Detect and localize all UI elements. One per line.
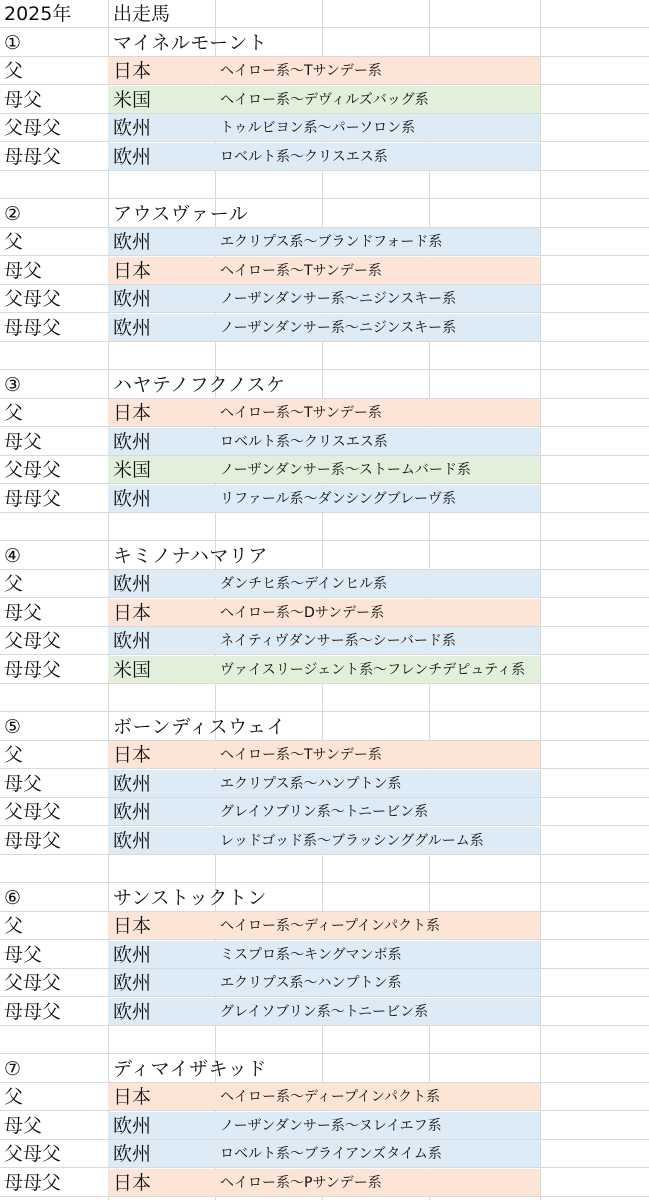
region-cell[interactable]: 欧州 xyxy=(113,288,152,310)
region-cell[interactable]: 欧州 xyxy=(113,972,152,994)
role-cell[interactable]: 父 xyxy=(4,573,24,595)
lineage-cell[interactable]: グレイソブリン系～トニービン系 xyxy=(220,804,429,820)
lineage-cell[interactable]: エクリプス系～ハンプトン系 xyxy=(220,775,402,792)
region-cell[interactable]: 米国 xyxy=(113,658,152,681)
role-cell[interactable]: 母父 xyxy=(4,601,43,624)
role-cell[interactable]: 父母父 xyxy=(4,630,62,652)
horse-number[interactable]: ④ xyxy=(4,544,22,567)
horse-number[interactable]: ⑦ xyxy=(4,1057,22,1080)
role-cell[interactable]: 母父 xyxy=(4,259,43,282)
lineage-cell[interactable]: エクリプス系～ブランドフォード系 xyxy=(220,234,443,250)
role-cell[interactable]: 父母父 xyxy=(4,459,62,481)
horse-name[interactable]: ハヤテノフクノスケ xyxy=(113,373,286,396)
role-cell[interactable]: 父母父 xyxy=(4,288,62,310)
region-cell[interactable]: 欧州 xyxy=(113,801,152,823)
region-cell[interactable]: 日本 xyxy=(113,1171,152,1194)
header-row xyxy=(0,0,649,28)
pedigree-row xyxy=(0,399,649,427)
pedigree-row xyxy=(0,1140,649,1168)
title-cell[interactable]: 出走馬 xyxy=(113,3,171,25)
horse-header-row xyxy=(0,371,649,399)
blank-row xyxy=(0,342,649,370)
region-cell[interactable]: 日本 xyxy=(113,601,152,624)
pedigree-row xyxy=(0,257,649,285)
pedigree-row xyxy=(0,627,649,655)
lineage-cell[interactable]: ノーザンダンサー系～ニジンスキー系 xyxy=(220,319,457,336)
horse-name[interactable]: キミノナハマリア xyxy=(113,544,268,567)
lineage-cell[interactable]: リファール系～ダンシングブレーヴ系 xyxy=(220,490,457,507)
pedigree-row xyxy=(0,770,649,798)
blank-row xyxy=(0,684,649,712)
horse-header-row xyxy=(0,1055,649,1083)
pedigree-row xyxy=(0,485,649,513)
role-cell[interactable]: 父 xyxy=(4,915,24,937)
lineage-cell[interactable]: ロベルト系～クリスエス系 xyxy=(220,148,388,165)
lineage-cell[interactable]: ヘイロー系～デヴィルズバッグ系 xyxy=(220,91,429,108)
lineage-cell[interactable]: ヘイロー系～Pサンデー系 xyxy=(220,1174,382,1191)
role-cell[interactable]: 母母父 xyxy=(4,487,62,510)
role-cell[interactable]: 父母父 xyxy=(4,972,62,994)
region-cell[interactable]: 欧州 xyxy=(113,1114,152,1137)
horse-number[interactable]: ⑤ xyxy=(4,715,22,738)
horse-number[interactable]: ① xyxy=(4,31,22,54)
role-cell[interactable]: 母母父 xyxy=(4,1171,62,1194)
role-cell[interactable]: 母父 xyxy=(4,943,43,966)
pedigree-row xyxy=(0,912,649,940)
pedigree-row xyxy=(0,969,649,997)
pedigree-row xyxy=(0,599,649,627)
lineage-cell[interactable]: ダンチヒ系～デインヒル系 xyxy=(220,576,388,592)
role-cell[interactable]: 母母父 xyxy=(4,829,62,852)
pedigree-row xyxy=(0,86,649,114)
pedigree-row xyxy=(0,285,649,313)
region-cell[interactable]: 欧州 xyxy=(113,630,152,652)
horse-header-row xyxy=(0,200,649,228)
pedigree-row xyxy=(0,314,649,342)
pedigree-row xyxy=(0,143,649,171)
role-cell[interactable]: 父 xyxy=(4,1086,24,1108)
pedigree-row xyxy=(0,57,649,85)
lineage-cell[interactable]: ミスプロ系～キングマンボ系 xyxy=(220,946,402,963)
lineage-cell[interactable]: ノーザンダンサー系～ストームバード系 xyxy=(220,462,471,478)
region-cell[interactable]: 米国 xyxy=(113,459,152,481)
region-cell[interactable]: 欧州 xyxy=(113,1000,152,1023)
region-cell[interactable]: 日本 xyxy=(113,744,152,766)
horse-number[interactable]: ② xyxy=(4,202,22,225)
horse-name[interactable]: アウスヴァール xyxy=(113,202,249,225)
region-cell[interactable]: 欧州 xyxy=(113,145,152,168)
horse-name[interactable]: ボーンディスウェイ xyxy=(113,715,286,738)
horse-header-row xyxy=(0,29,649,57)
horse-number[interactable]: ③ xyxy=(4,373,22,396)
role-cell[interactable]: 父 xyxy=(4,744,24,766)
horse-number[interactable]: ⑥ xyxy=(4,886,22,909)
pedigree-row xyxy=(0,741,649,769)
role-cell[interactable]: 母母父 xyxy=(4,145,62,168)
region-cell[interactable]: 欧州 xyxy=(113,231,152,253)
region-cell[interactable]: 日本 xyxy=(113,1086,152,1108)
pedigree-row xyxy=(0,1169,649,1197)
horse-name[interactable]: ディマイザキッド xyxy=(113,1057,267,1080)
lineage-cell[interactable]: ロベルト系～ブライアンズタイム系 xyxy=(220,1146,442,1162)
lineage-cell[interactable]: ヘイロー系～Tサンデー系 xyxy=(220,747,382,763)
pedigree-row xyxy=(0,1112,649,1140)
role-cell[interactable]: 母母父 xyxy=(4,658,62,681)
lineage-cell[interactable]: トゥルビヨン系～パーソロン系 xyxy=(220,120,416,136)
role-cell[interactable]: 母母父 xyxy=(4,1000,62,1023)
lineage-cell[interactable]: ヘイロー系～Tサンデー系 xyxy=(220,262,382,279)
pedigree-row xyxy=(0,827,649,855)
blank-row xyxy=(0,171,649,199)
role-cell[interactable]: 父母父 xyxy=(4,801,62,823)
role-cell[interactable]: 母父 xyxy=(4,1114,43,1137)
lineage-cell[interactable]: ノーザンダンサー系～ニジンスキー系 xyxy=(220,291,457,307)
region-cell[interactable]: 欧州 xyxy=(113,1143,152,1165)
pedigree-row xyxy=(0,456,649,484)
lineage-cell[interactable]: ヘイロー系～ディープインパクト系 xyxy=(220,918,440,934)
horse-header-row xyxy=(0,713,649,741)
role-cell[interactable]: 母父 xyxy=(4,772,43,795)
lineage-cell[interactable]: ロベルト系～クリスエス系 xyxy=(220,433,388,450)
region-cell[interactable]: 日本 xyxy=(113,402,152,424)
region-cell[interactable]: 欧州 xyxy=(113,316,152,339)
lineage-cell[interactable]: エクリプス系～ハンプトン系 xyxy=(220,975,402,991)
blank-row xyxy=(0,1026,649,1054)
lineage-cell[interactable]: ヘイロー系～ディープインパクト系 xyxy=(220,1089,440,1105)
lineage-cell[interactable]: ヘイロー系～Tサンデー系 xyxy=(220,405,382,421)
pedigree-row xyxy=(0,1083,649,1111)
pedigree-row xyxy=(0,798,649,826)
blank-row xyxy=(0,855,649,883)
horse-header-row xyxy=(0,884,649,912)
pedigree-row xyxy=(0,114,649,142)
pedigree-row xyxy=(0,998,649,1026)
lineage-cell[interactable]: ネイティヴダンサー系～シーバード系 xyxy=(220,633,456,649)
region-cell[interactable]: 米国 xyxy=(113,88,152,111)
horse-name[interactable]: サンストックトン xyxy=(113,886,267,909)
role-cell[interactable]: 母母父 xyxy=(4,316,62,339)
region-cell[interactable]: 欧州 xyxy=(113,943,152,966)
role-cell[interactable]: 父 xyxy=(4,402,24,424)
blank-row xyxy=(0,513,649,541)
year-cell[interactable]: 2025年 xyxy=(4,3,72,25)
region-cell[interactable]: 欧州 xyxy=(113,772,152,795)
horse-name[interactable]: マイネルモーント xyxy=(113,31,268,54)
pedigree-row xyxy=(0,228,649,256)
role-cell[interactable]: 父 xyxy=(4,60,24,82)
lineage-cell[interactable]: ヘイロー系～Tサンデー系 xyxy=(220,63,382,79)
region-cell[interactable]: 日本 xyxy=(113,915,152,937)
pedigree-row xyxy=(0,656,649,684)
lineage-cell[interactable]: ノーザンダンサー系～ヌレイエフ系 xyxy=(220,1117,442,1134)
lineage-cell[interactable]: レッドゴッド系～ブラッシンググルーム系 xyxy=(220,832,484,849)
role-cell[interactable]: 父母父 xyxy=(4,117,62,139)
horse-header-row xyxy=(0,542,649,570)
region-cell[interactable]: 欧州 xyxy=(113,117,152,139)
region-cell[interactable]: 欧州 xyxy=(113,487,152,510)
role-cell[interactable]: 父母父 xyxy=(4,1143,62,1165)
lineage-cell[interactable]: グレイソブリン系～トニービン系 xyxy=(220,1003,429,1020)
role-cell[interactable]: 母父 xyxy=(4,430,43,453)
region-cell[interactable]: 欧州 xyxy=(113,573,152,595)
pedigree-row xyxy=(0,570,649,598)
lineage-cell[interactable]: ヴァイスリージェント系～フレンチデピュティ系 xyxy=(220,661,526,678)
pedigree-row xyxy=(0,941,649,969)
region-cell[interactable]: 日本 xyxy=(113,259,152,282)
region-cell[interactable]: 欧州 xyxy=(113,430,152,453)
region-cell[interactable]: 欧州 xyxy=(113,829,152,852)
role-cell[interactable]: 父 xyxy=(4,231,24,253)
pedigree-row xyxy=(0,428,649,456)
region-cell[interactable]: 日本 xyxy=(113,60,152,82)
role-cell[interactable]: 母父 xyxy=(4,88,43,111)
lineage-cell[interactable]: ヘイロー系～Dサンデー系 xyxy=(220,604,385,621)
